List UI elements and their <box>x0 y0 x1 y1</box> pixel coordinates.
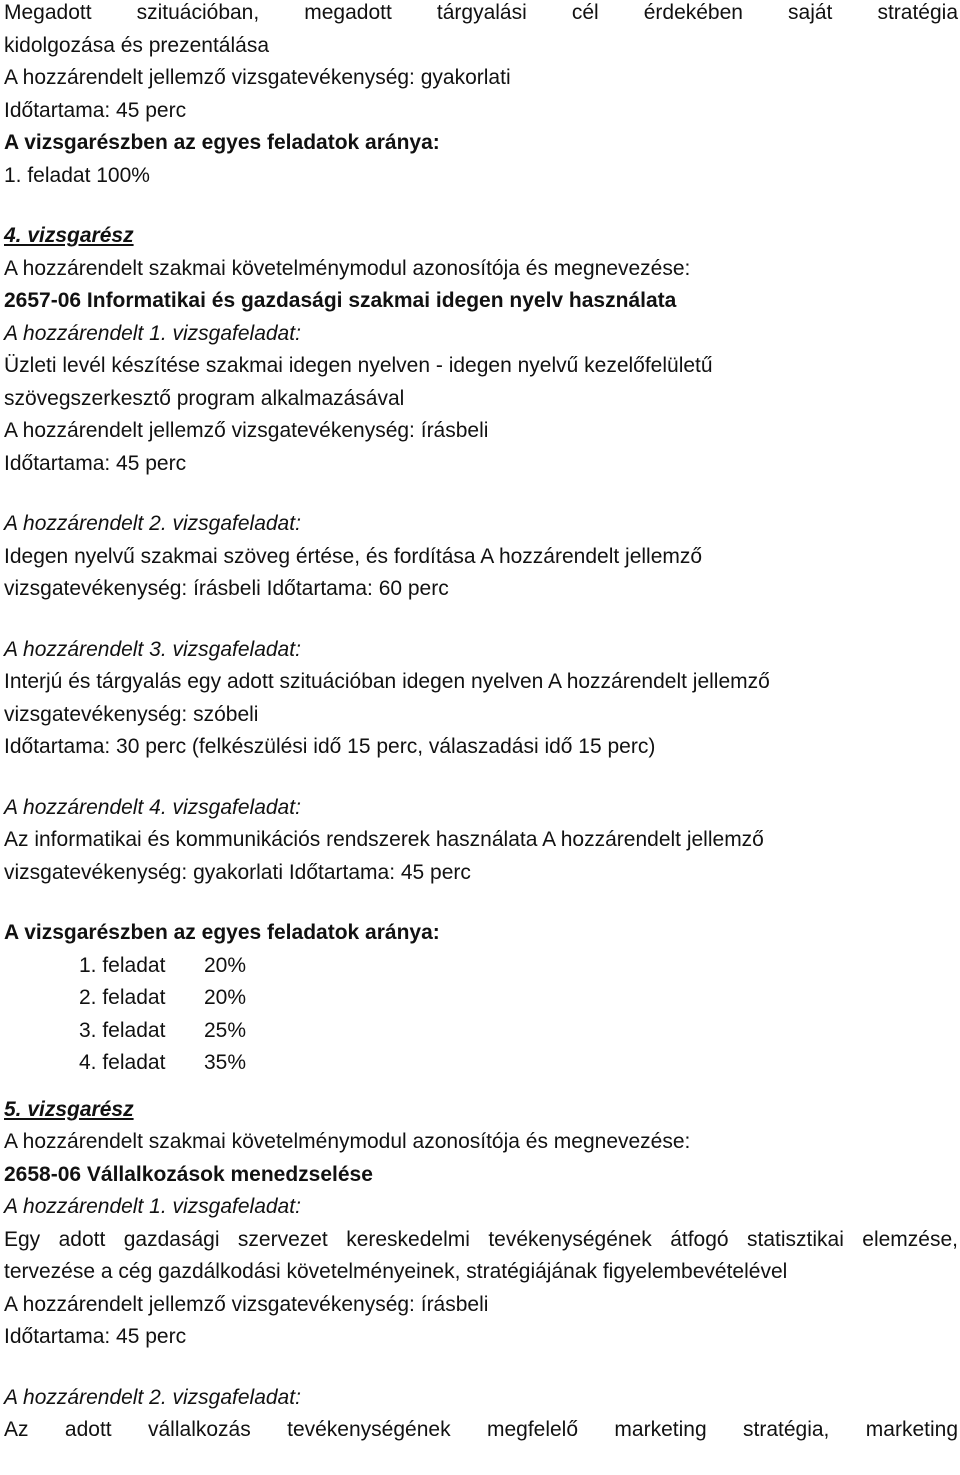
part5-task1-duration: Időtartama: 45 perc <box>4 1325 187 1348</box>
part5-task2-text-1: Az adott vállalkozás tevékenységének megfelelő marketing stratégia, marketing <box>4 1418 958 1441</box>
part4-task3-text-1: Interjú és tárgyalás egy adott szituációban idegen nyelven A hozzárendelt jellemző <box>4 670 770 693</box>
ratio-row <box>4 982 958 1015</box>
spacer <box>4 1080 958 1094</box>
ratio-task-name: 4. feladat <box>79 1051 166 1074</box>
part4-ratio-title: A vizsgarészben az egyes feladatok aránya: <box>4 921 440 944</box>
part4-task1-text-1: Üzleti levél készítése szakmai idegen nyelven - idegen nyelvű kezelőfelületű <box>4 354 713 377</box>
ratio-task-name: 1. feladat <box>79 953 166 977</box>
ratio-task-value: 20% <box>204 986 247 1009</box>
part5-task1-text-2: tervezése a cég gazdálkodási követelményeinek, stratégiájának figyelembevételével <box>4 1260 788 1283</box>
ratio-task-name: 3. feladat <box>79 1018 166 1042</box>
part4-module-title: 2657-06 Informatikai és gazdasági szakmai idegen nyelv használata <box>4 289 677 312</box>
part5-module-label: A hozzárendelt szakmai követelménymodul azonosítója és megnevezése: <box>4 1130 691 1153</box>
document-page <box>4 0 958 1447</box>
part4-module-label: A hozzárendelt szakmai követelménymodul azonosítója és megnevezése: <box>4 256 691 280</box>
ratio-task-value: 20% <box>204 953 247 977</box>
spacer <box>4 192 958 220</box>
part4-task4-text-2: vizsgatevékenység: gyakorlati Időtartama: 45 perc <box>4 860 471 884</box>
intro-duration: Időtartama: 45 perc <box>4 98 187 122</box>
ratio-row <box>4 1047 958 1080</box>
part4-task2-text-1: Idegen nyelvű szakmai szöveg értése, és fordítása A hozzárendelt jellemző <box>4 544 703 568</box>
part4-task1-label: A hozzárendelt 1. vizsgafeladat: <box>4 321 301 345</box>
part4-task3-duration: Időtartama: 30 perc (felkészülési idő 15 perc, válaszadási idő 15 perc) <box>4 735 656 758</box>
intro-text-line-1: Megadott szituációban, megadott tárgyalási cél érdekében saját stratégia <box>4 1 958 24</box>
intro-ratio-item: 1. feladat 100% <box>4 163 150 187</box>
part5-module-title: 2658-06 Vállalkozások menedzselése <box>4 1162 373 1186</box>
part4-task4-label: A hozzárendelt 4. vizsgafeladat: <box>4 795 301 819</box>
intro-text-line-2: kidolgozása és prezentálása <box>4 33 270 57</box>
spacer <box>4 889 958 917</box>
part5-task1-activity: A hozzárendelt jellemző vizsgatevékenység: írásbeli <box>4 1292 489 1316</box>
part4-task2-text-2: vizsgatevékenység: írásbeli Időtartama: 60 perc <box>4 577 449 600</box>
part4-task1-activity: A hozzárendelt jellemző vizsgatevékenység: írásbeli <box>4 419 489 442</box>
spacer <box>4 1354 958 1382</box>
ratio-row <box>4 950 958 983</box>
ratio-task-name: 2. feladat <box>79 986 166 1009</box>
part4-task3-text-2: vizsgatevékenység: szóbeli <box>4 702 259 726</box>
part4-task1-duration: Időtartama: 45 perc <box>4 451 187 475</box>
part5-task2-label: A hozzárendelt 2. vizsgafeladat: <box>4 1385 301 1409</box>
spacer <box>4 606 958 634</box>
intro-activity: A hozzárendelt jellemző vizsgatevékenység: gyakorlati <box>4 66 511 89</box>
part5-task1-text-1: Egy adott gazdasági szervezet kereskedelmi tevékenységének átfogó statisztikai elemzése, <box>4 1227 958 1251</box>
part4-task1-text-2: szövegszerkesztő program alkalmazásával <box>4 386 405 410</box>
part4-heading: 4. vizsgarész <box>4 224 134 247</box>
part5-heading: 5. vizsgarész <box>4 1097 134 1121</box>
part4-task4-text-1: Az informatikai és kommunikációs rendszerek használata A hozzárendelt jellemző <box>4 828 764 851</box>
ratio-task-value: 35% <box>204 1051 247 1074</box>
part4-task2-label: A hozzárendelt 2. vizsgafeladat: <box>4 512 301 535</box>
spacer <box>4 764 958 792</box>
part5-task1-label: A hozzárendelt 1. vizsgafeladat: <box>4 1195 301 1218</box>
part4-task3-label: A hozzárendelt 3. vizsgafeladat: <box>4 637 301 661</box>
ratio-task-value: 25% <box>204 1018 247 1042</box>
spacer <box>4 480 958 508</box>
ratio-row <box>4 1015 958 1048</box>
intro-ratio-title: A vizsgarészben az egyes feladatok aránya: <box>4 131 440 154</box>
